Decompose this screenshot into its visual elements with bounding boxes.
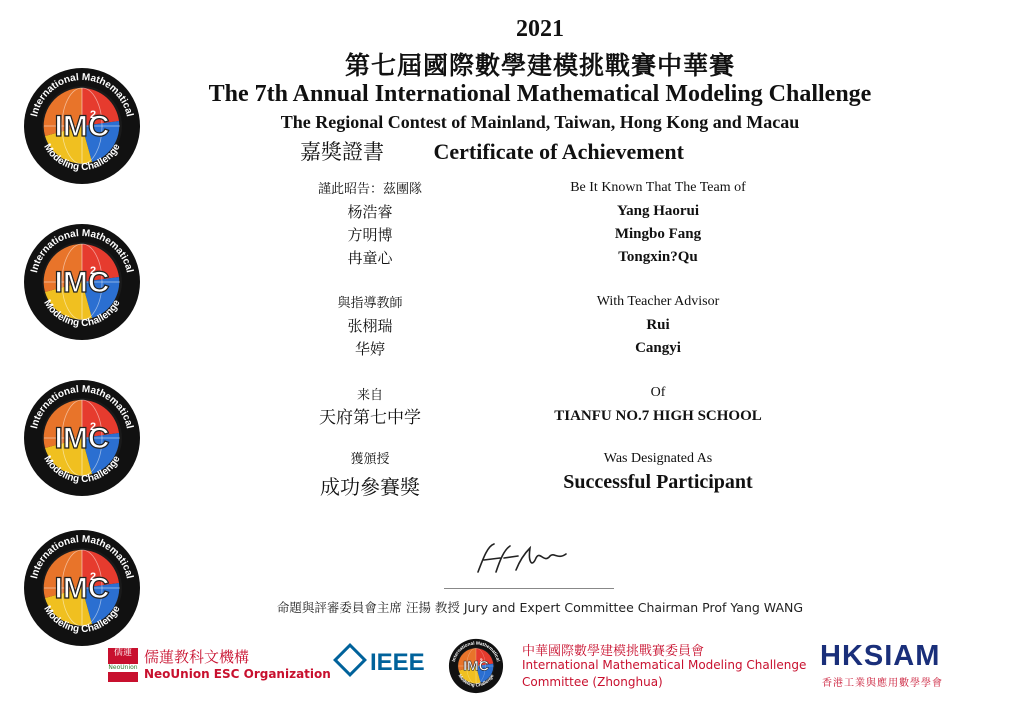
neounion-name-cn: 儒蓮教科文機構 bbox=[144, 648, 250, 666]
signature-line bbox=[444, 588, 614, 589]
advisor-section-en bbox=[508, 294, 808, 360]
neounion-seal-subtext: NeoUnion bbox=[108, 664, 138, 671]
advisor-label-cn: 與指導教師 bbox=[337, 296, 403, 311]
ieee-diamond-icon bbox=[333, 643, 367, 677]
regional-contest-title: The Regional Contest of Mainland, Taiwan, Hong Kong and Macau bbox=[280, 112, 800, 132]
team-member-en: Yang Haorui bbox=[616, 203, 700, 219]
certificate-heading-en: Certificate of Achievement bbox=[433, 139, 684, 164]
certificate-heading bbox=[300, 136, 820, 166]
school-name-en: TIANFU NO.7 HIGH SCHOOL bbox=[554, 408, 762, 424]
team-section-cn bbox=[290, 178, 450, 270]
advisor-name-cn: 张栩瑞 bbox=[347, 317, 393, 335]
neounion-seal-text: 儒蓮 bbox=[113, 648, 132, 658]
committee-name-en: International Mathematical Modeling Challenge bbox=[522, 658, 807, 672]
imc-logo-icon bbox=[22, 378, 142, 498]
award-label-cn: 獲頒授 bbox=[350, 452, 390, 467]
team-member-en: Mingbo Fang bbox=[614, 226, 702, 242]
neounion-seal-icon bbox=[108, 648, 138, 682]
imc-logo-icon bbox=[448, 638, 504, 694]
team-member-cn: 冉童心 bbox=[347, 249, 393, 267]
imc-logo-icon bbox=[22, 222, 142, 342]
hksiam-logo: HKSIAM bbox=[820, 640, 941, 672]
school-section-en bbox=[508, 385, 808, 428]
school-name-cn: 天府第七中学 bbox=[319, 408, 421, 428]
school-section-cn bbox=[290, 384, 450, 430]
imc-logo-icon bbox=[22, 66, 142, 186]
imc-logo-icon bbox=[22, 528, 142, 648]
committee-name-cn: 中華國際數學建模挑戰賽委員會 bbox=[522, 644, 705, 659]
title-english: The 7th Annual International Mathematical Modeling Challenge bbox=[208, 81, 872, 107]
certificate-year: 2021 bbox=[516, 16, 564, 42]
ieee-text: IEEE bbox=[370, 649, 425, 676]
award-name-en: Successful Participant bbox=[563, 471, 753, 493]
team-label-en: Be It Known That The Team of bbox=[570, 180, 746, 195]
school-label-cn: 来自 bbox=[356, 388, 383, 403]
award-section-en bbox=[508, 451, 808, 494]
team-member-en: Tongxin?Qu bbox=[618, 249, 698, 265]
team-label-cn: 謹此昭告：茲團隊 bbox=[317, 182, 422, 197]
certificate-heading-cn: 嘉獎證書 bbox=[300, 140, 384, 164]
hksiam-subtitle: 香港工業與應用數學學會 bbox=[822, 678, 943, 689]
school-label-en: Of bbox=[650, 385, 666, 400]
jury-chairman-caption: 命題與評審委員會主席 汪揚 教授 Jury and Expert Committee Chairman Prof Yang WANG bbox=[276, 600, 804, 615]
committee-name-en-suffix: Committee (Zhonghua) bbox=[522, 675, 663, 689]
advisor-section-cn bbox=[290, 292, 450, 361]
title-chinese: 第七屆國際數學建模挑戰賽中華賽 bbox=[344, 51, 735, 80]
neounion-name-en: NeoUnion ESC Organization bbox=[144, 667, 331, 681]
team-member-cn: 方明博 bbox=[347, 226, 393, 244]
chairman-signature-icon bbox=[470, 538, 580, 582]
sponsor-footer bbox=[0, 638, 1010, 698]
team-member-cn: 杨浩睿 bbox=[347, 203, 393, 221]
advisor-label-en: With Teacher Advisor bbox=[596, 294, 720, 309]
ieee-logo bbox=[338, 648, 425, 677]
advisor-name-cn: 华婷 bbox=[354, 340, 385, 358]
award-section-cn bbox=[290, 448, 450, 500]
advisor-name-en: Cangyi bbox=[635, 340, 681, 356]
award-label-en: Was Designated As bbox=[603, 451, 713, 466]
advisor-name-en: Rui bbox=[646, 317, 670, 333]
award-name-cn: 成功參賽獎 bbox=[320, 475, 420, 499]
team-section-en bbox=[508, 180, 808, 269]
